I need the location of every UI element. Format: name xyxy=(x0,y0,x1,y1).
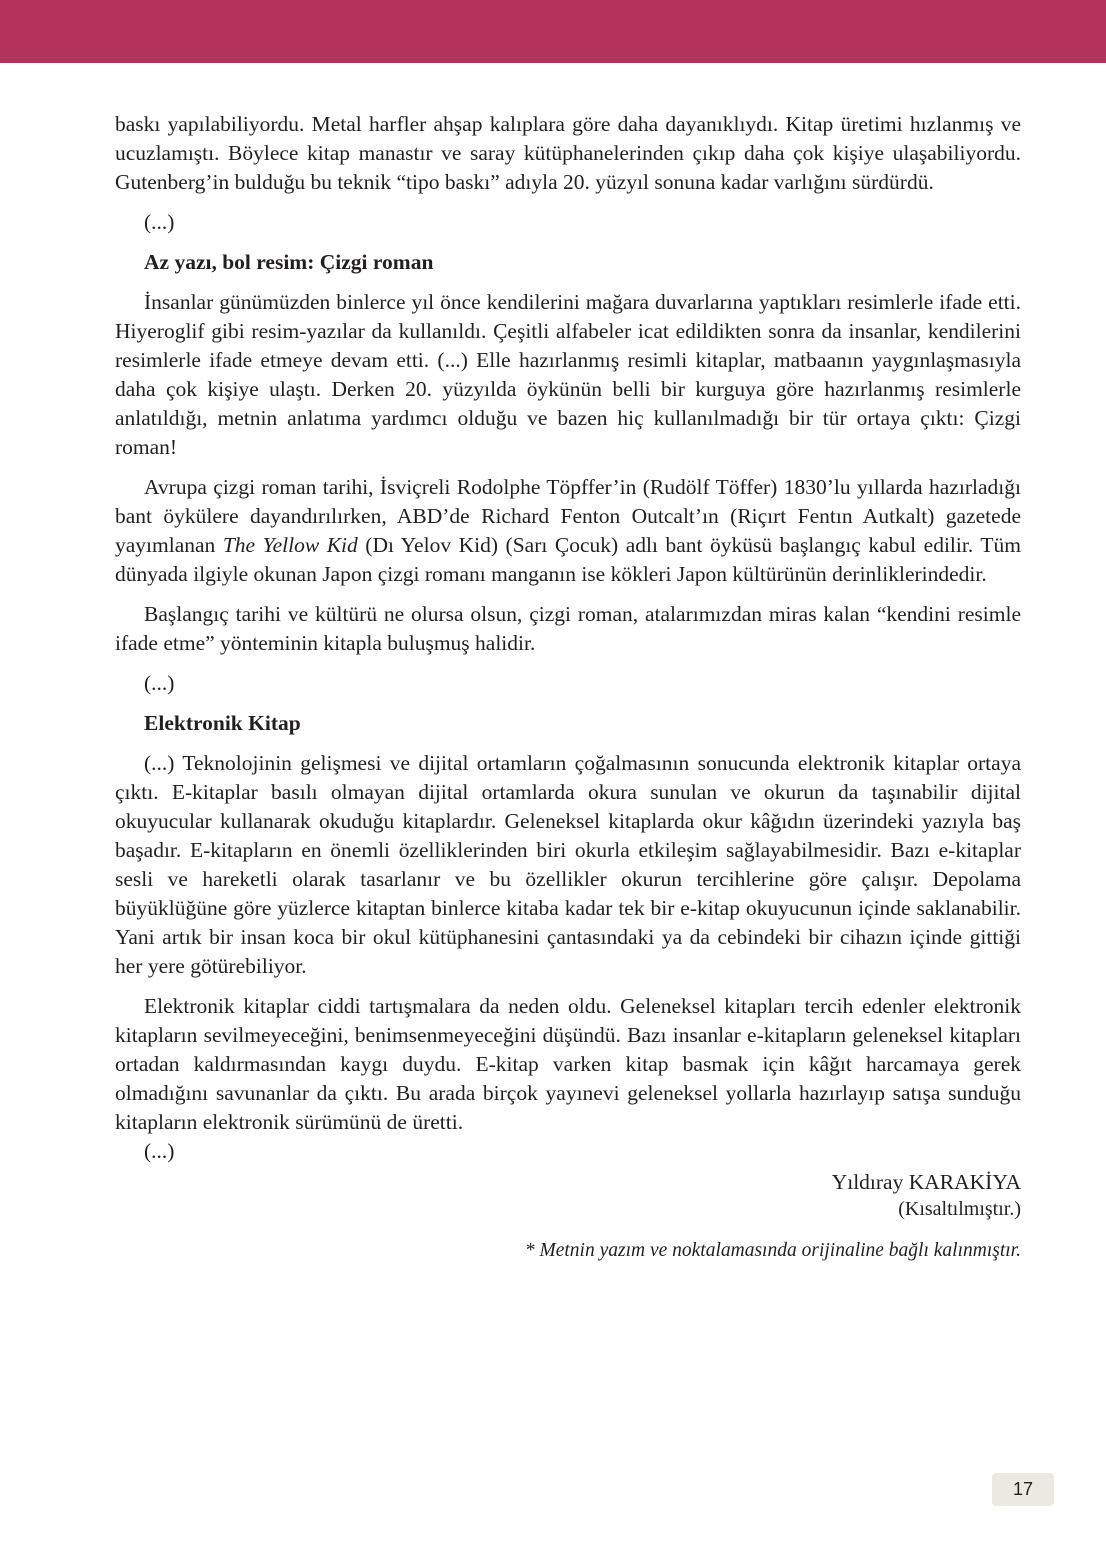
paragraph-comics-summary: Başlangıç tarihi ve kültürü ne olursa olsun, çizgi roman, atalarımızdan miras kalan “kendini resimle ifade etme” yönteminin kitapla buluşmuş halidir. xyxy=(115,602,1021,655)
text-segment: Avrupa çizgi roman tarihi, İsviçreli Rodolphe Töpffer’in (Rudölf Töffer) 1830’lu yıllarda hazırladığı bant öykülere dayandırılırken, ABD’de Richard Fenton Outcalt’ın (Riçırt Fentın Autkalt) gazetede yayımlanan xyxy=(115,475,1021,557)
abridged-note: (Kısaltılmıştır.) xyxy=(898,1198,1021,1220)
top-color-band xyxy=(0,0,1106,63)
author-name: Yıldıray KARAKİYA xyxy=(831,1170,1021,1194)
omission-mark: (...) xyxy=(144,210,175,234)
section-heading-comics: Az yazı, bol resim: Çizgi roman xyxy=(144,250,434,274)
text-segment: (Dı Yelov Kid) (Sarı Çocuk) adlı bant öyküsü başlangıç kabul edilir. Tüm dünyada ilgiyle okunan Japon çizgi romanı manganın ise kökleri Japon kültürünün derinliklerindedir. xyxy=(115,533,1021,586)
paragraph-printing: baskı yapılabiliyordu. Metal harfler ahşap kalıplara göre daha dayanıklıydı. Kitap üretimi hızlanmış ve ucuzlamıştı. Böylece kitap manastır ve saray kütüphanelerinden çıkıp daha çok kişiye ulaşabiliyordu. Gutenberg’in bulduğu bu teknik “tipo baskı” adıyla 20. yüzyıl sonuna kadar varlığını sürdürdü. xyxy=(115,112,1021,194)
footnote: * Metnin yazım ve noktalamasında orijinaline bağlı kalınmıştır. xyxy=(524,1240,1021,1261)
article-body xyxy=(115,110,1021,1265)
paragraph-ebook-intro: (...) Teknolojinin gelişmesi ve dijital ortamların çoğalmasının sonucunda elektronik kitaplar ortaya çıktı. E-kitaplar basılı olmayan dijital ortamlarda okura sunulan ve okurun da taşınabilir dijital okuyucular kullanarak okuduğu kitaplardır. Geleneksel kitaplarda okur kâğıdın üzerindeki yazıyla baş başadır. E-kitapların en önemli özelliklerinden biri okurla etkileşim sağlayabilmesidir. Bazı e-kitaplar sesli ve hareketli olarak tasarlanır ve bu özellikler okurun tercihlerine göre çalışır. Depolama büyüklüğüne göre yüzlerce kitaptan binlerce kitaba kadar tek bir e-kitap okuyucunun içinde saklanabilir. Yani artık bir insan koca bir okul kütüphanesini çantasındaki ya da cebindeki bir cihazın içinde gittiği her yere götürebiliyor. xyxy=(115,751,1021,978)
paragraph-comics-history: İnsanlar günümüzden binlerce yıl önce kendilerini mağara duvarlarına yaptıkları resimlerle ifade etti. Hiyeroglif gibi resim-yazılar da kullanıldı. Çeşitli alfabeler icat edildikten sonra da insanlar, kendilerini resimlerle ifade etmeye devam etti. (...) Elle hazırlanmış resimli kitaplar, matbaanın yaygınlaşmasıyla daha çok kişiye ulaştı. Derken 20. yüzyılda öykünün belli bir kurguya göre hazırlanmış resimlerle anlatıldığı, metnin anlatıma yardımcı olduğu ve bazen hiç kullanılmadığı bir tür ortaya çıktı: Çizgi roman! xyxy=(115,290,1021,459)
paragraph-ebook-debate: Elektronik kitaplar ciddi tartışmalara da neden oldu. Geleneksel kitapları tercih edenler elektronik kitapların sevilmeyeceğini, benimsenmeyeceğini düşündü. Bazı insanlar e-kitapların geleneksel kitapları ortadan kaldırmasından kaygı duydu. E-kitap varken kitap basmak için kâğıt harcamaya gerek olmadığını savunanlar da çıktı. Bu arada birçok yayınevi geleneksel yollarla hazırlayıp satışa sunduğu kitapların elektronik sürümünü de üretti. xyxy=(115,994,1021,1134)
page-number: 17 xyxy=(992,1473,1054,1506)
omission-mark: (...) xyxy=(144,1139,175,1163)
paragraph-comics-origins xyxy=(115,473,1021,589)
section-heading-ebook: Elektronik Kitap xyxy=(144,711,301,735)
omission-mark: (...) xyxy=(144,671,175,695)
italic-title: The Yellow Kid xyxy=(222,533,358,557)
